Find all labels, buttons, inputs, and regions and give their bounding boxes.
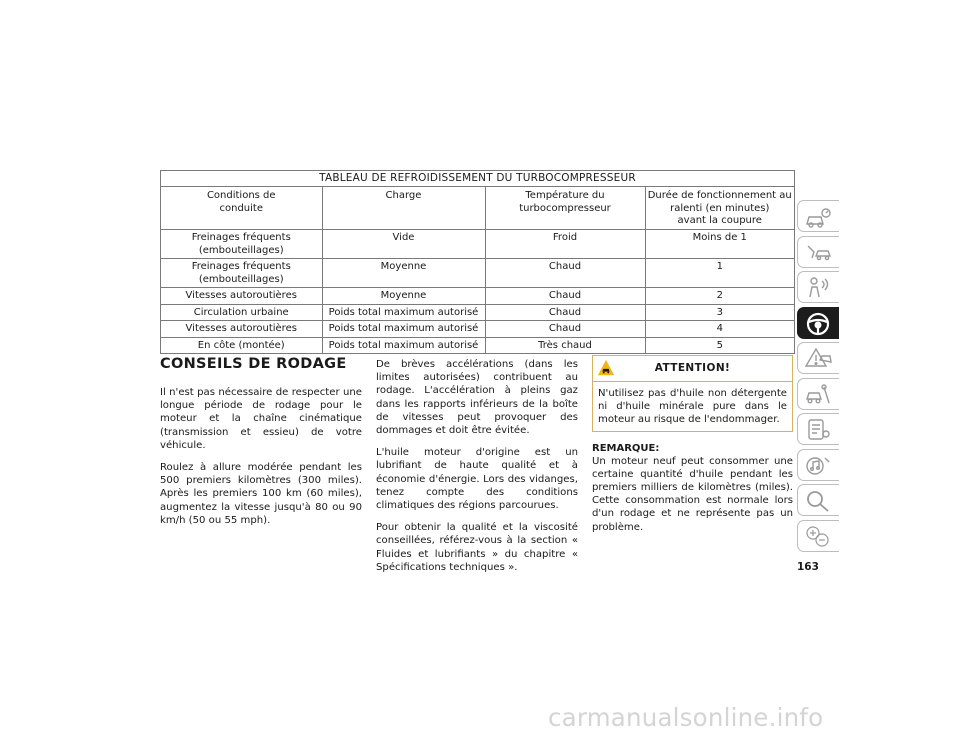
tab-getting-started[interactable] bbox=[797, 236, 839, 268]
tab-languages[interactable] bbox=[797, 520, 839, 552]
header-conditions: Conditions de conduite bbox=[161, 187, 322, 230]
table-cell: 5 bbox=[645, 337, 794, 354]
tab-dashboard[interactable] bbox=[797, 200, 839, 232]
table-cell: 4 bbox=[645, 321, 794, 338]
table-cell: Vitesses autoroutières bbox=[161, 321, 322, 338]
attention-box bbox=[592, 355, 793, 432]
table-cell: Circulation urbaine bbox=[161, 304, 322, 321]
table-row bbox=[161, 230, 794, 259]
attention-title: ATTENTION! bbox=[654, 362, 731, 374]
magnifier-icon bbox=[804, 488, 832, 514]
text-column-1 bbox=[160, 355, 362, 536]
table-cell: Moyenne bbox=[322, 288, 485, 305]
tab-servicing[interactable] bbox=[797, 378, 839, 410]
table-row bbox=[161, 259, 794, 288]
table-cell: Freinages fréquents (embouteillages) bbox=[161, 259, 322, 288]
steering-wheel-icon bbox=[804, 311, 832, 337]
turbo-cooldown-table bbox=[160, 170, 795, 354]
table-row bbox=[161, 304, 794, 321]
table-row bbox=[161, 321, 794, 338]
table-cell: Froid bbox=[485, 230, 645, 259]
table-cell: Poids total maximum autorisé bbox=[322, 337, 485, 354]
table-header-row bbox=[161, 187, 794, 230]
table-cell: Moins de 1 bbox=[645, 230, 794, 259]
car-warning-icon bbox=[597, 359, 615, 377]
paragraph: Il n'est pas nécessaire de respecter une longue période de rodage pour le moteur et la chaîne cinématique (transmission et essieu) de votre véhicule. bbox=[160, 387, 362, 451]
languages-icon bbox=[804, 524, 832, 550]
remark-text: Un moteur neuf peut consommer une certaine quantité d'huile pendant les premiers milliers de kilomètres (miles). Cette consommation est normale lors d'un rodage et ne représente pas un problème. bbox=[592, 455, 793, 533]
header-duration: Durée de fonctionnement au ralenti (en minutes) avant la coupure bbox=[645, 187, 794, 230]
chapter-tabs bbox=[797, 200, 842, 555]
car-wrench-icon bbox=[804, 382, 832, 408]
tab-emergency[interactable] bbox=[797, 342, 839, 374]
tab-specifications[interactable] bbox=[797, 413, 839, 445]
table-cell: Freinages fréquents (embouteillages) bbox=[161, 230, 322, 259]
table-row bbox=[161, 288, 794, 305]
tab-starting-operating[interactable] bbox=[797, 307, 839, 339]
person-signal-icon bbox=[804, 275, 832, 301]
table-cell: Chaud bbox=[485, 304, 645, 321]
table-grid bbox=[161, 187, 794, 354]
table-cell: Chaud bbox=[485, 321, 645, 338]
table-title: TABLEAU DE REFROIDISSEMENT DU TURBOCOMPRESSEUR bbox=[161, 171, 794, 187]
table-cell: 2 bbox=[645, 288, 794, 305]
section-title: CONSEILS DE RODAGE bbox=[160, 356, 347, 372]
paragraph: L'huile moteur d'origine est un lubrifiant de haute qualité et à économie d'énergie. Lors des vidanges, tenez compte des conditions climatiques des régions parcourues. bbox=[376, 447, 578, 512]
page-number: 163 bbox=[797, 561, 819, 573]
attention-header bbox=[593, 356, 792, 382]
tab-controls[interactable] bbox=[797, 271, 839, 303]
car-dashboard-icon bbox=[804, 204, 832, 230]
remark-title: REMARQUE: bbox=[592, 442, 660, 454]
car-warning-icon bbox=[804, 346, 832, 372]
table-cell: 1 bbox=[645, 259, 794, 288]
watermark: carmanualsonline.info bbox=[548, 703, 824, 732]
table-cell: Très chaud bbox=[485, 337, 645, 354]
paragraph: Roulez à allure modérée pendant les 500 premiers kilomètres (300 miles). Après les premiers 100 km (60 miles), augmentez la vitesse jusqu'à 80 ou 90 km/h (50 ou 55 mph). bbox=[160, 462, 362, 526]
header-charge: Charge bbox=[322, 187, 485, 230]
table-cell: Chaud bbox=[485, 288, 645, 305]
table-cell: 3 bbox=[645, 304, 794, 321]
table-row bbox=[161, 337, 794, 354]
table-cell: En côte (montée) bbox=[161, 337, 322, 354]
paragraph: Pour obtenir la qualité et la viscosité conseillées, référez-vous à la section « Fluides et lubrifiants » du chapitre « Spécifications techniques ». bbox=[376, 522, 578, 573]
table-cell: Poids total maximum autorisé bbox=[322, 304, 485, 321]
table-cell: Vide bbox=[322, 230, 485, 259]
attention-text: N'utilisez pas d'huile non détergente ni d'huile minérale pure dans le moteur au risque de l'endommager. bbox=[598, 388, 787, 426]
tab-index[interactable] bbox=[797, 484, 839, 516]
radio-music-icon bbox=[804, 453, 832, 479]
paragraph: De brèves accélérations (dans les limites autorisées) contribuent au rodage. L'accélération à pleins gaz dans les rapports inférieurs de la boîte de vitesses peut provoquer des dommages et doit être évitée. bbox=[376, 359, 578, 437]
text-column-3 bbox=[592, 355, 793, 543]
header-temperature: Température du turbocompresseur bbox=[485, 187, 645, 230]
table-cell: Moyenne bbox=[322, 259, 485, 288]
specifications-icon bbox=[804, 417, 832, 443]
car-hand-icon bbox=[804, 240, 832, 266]
text-column-2 bbox=[376, 358, 578, 583]
table-cell: Vitesses autoroutières bbox=[161, 288, 322, 305]
tab-multimedia[interactable] bbox=[797, 449, 839, 481]
table-cell: Poids total maximum autorisé bbox=[322, 321, 485, 338]
table-cell: Chaud bbox=[485, 259, 645, 288]
